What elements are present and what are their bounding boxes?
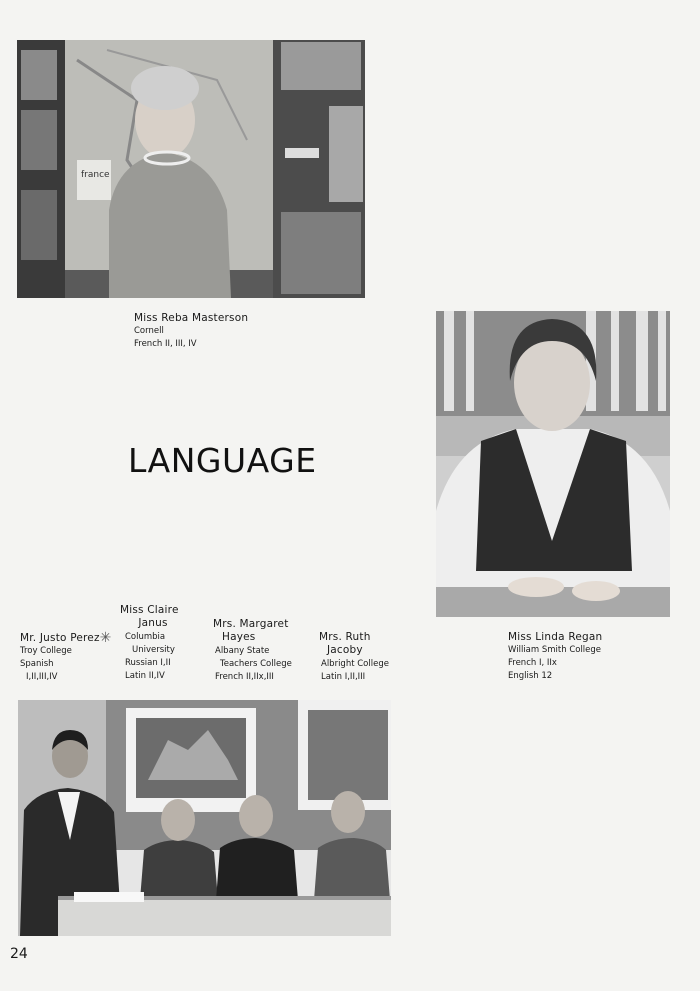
- photo-group: [18, 700, 391, 936]
- teacher-name: Miss Linda Regan: [508, 631, 603, 643]
- teacher-name: Mr. Justo Perez: [20, 632, 100, 644]
- caption-jacoby: [319, 631, 389, 684]
- teacher-subjects-extra: English 12: [508, 671, 553, 681]
- caption-perez: [20, 631, 112, 684]
- teacher-name-line2: Jacoby: [327, 644, 363, 656]
- caption-janus: [120, 604, 186, 683]
- teacher-college: Albany State: [215, 646, 270, 656]
- teacher-name: Miss Reba Masterson: [134, 312, 249, 324]
- asterisk-mark: ✳: [99, 630, 112, 646]
- section-heading: LANGUAGE: [128, 441, 317, 480]
- teacher-college: Columbia: [125, 632, 166, 642]
- teacher-college: Cornell: [134, 326, 164, 336]
- caption-masterson: [134, 312, 248, 351]
- teacher-college: Albright College: [321, 659, 389, 669]
- caption-hayes: [213, 618, 292, 684]
- teacher-name-line1: Miss Claire: [120, 604, 179, 616]
- teacher-college: Troy College: [20, 646, 72, 656]
- teacher-subjects: Latin I,II,III: [321, 672, 366, 682]
- teacher-subjects: French I, IIx: [508, 658, 557, 668]
- france-poster-label: france: [81, 170, 110, 180]
- teacher-subjects: French II, III, IV: [134, 339, 197, 349]
- photo-masterson: [17, 40, 365, 298]
- teacher-college-line2: Teachers College: [220, 659, 292, 669]
- teacher-subjects-extra: Latin II,IV: [125, 671, 165, 681]
- teacher-name-line1: Mrs. Margaret: [213, 618, 289, 630]
- caption-regan: [508, 631, 602, 683]
- teacher-college: William Smith College: [508, 645, 602, 655]
- teacher-levels: I,II,III,IV: [26, 672, 58, 682]
- teacher-subjects: Spanish: [20, 659, 54, 669]
- photo-regan: [436, 311, 670, 617]
- teacher-name-line2: Janus: [138, 617, 168, 629]
- page-number: 24: [10, 946, 28, 962]
- teacher-subjects: Russian I,II: [125, 658, 171, 668]
- teacher-subjects: French II,IIx,III: [215, 672, 274, 682]
- teacher-name-line2: Hayes: [222, 631, 256, 643]
- teacher-name-line1: Mrs. Ruth: [319, 631, 371, 643]
- teacher-college-line2: University: [132, 645, 175, 655]
